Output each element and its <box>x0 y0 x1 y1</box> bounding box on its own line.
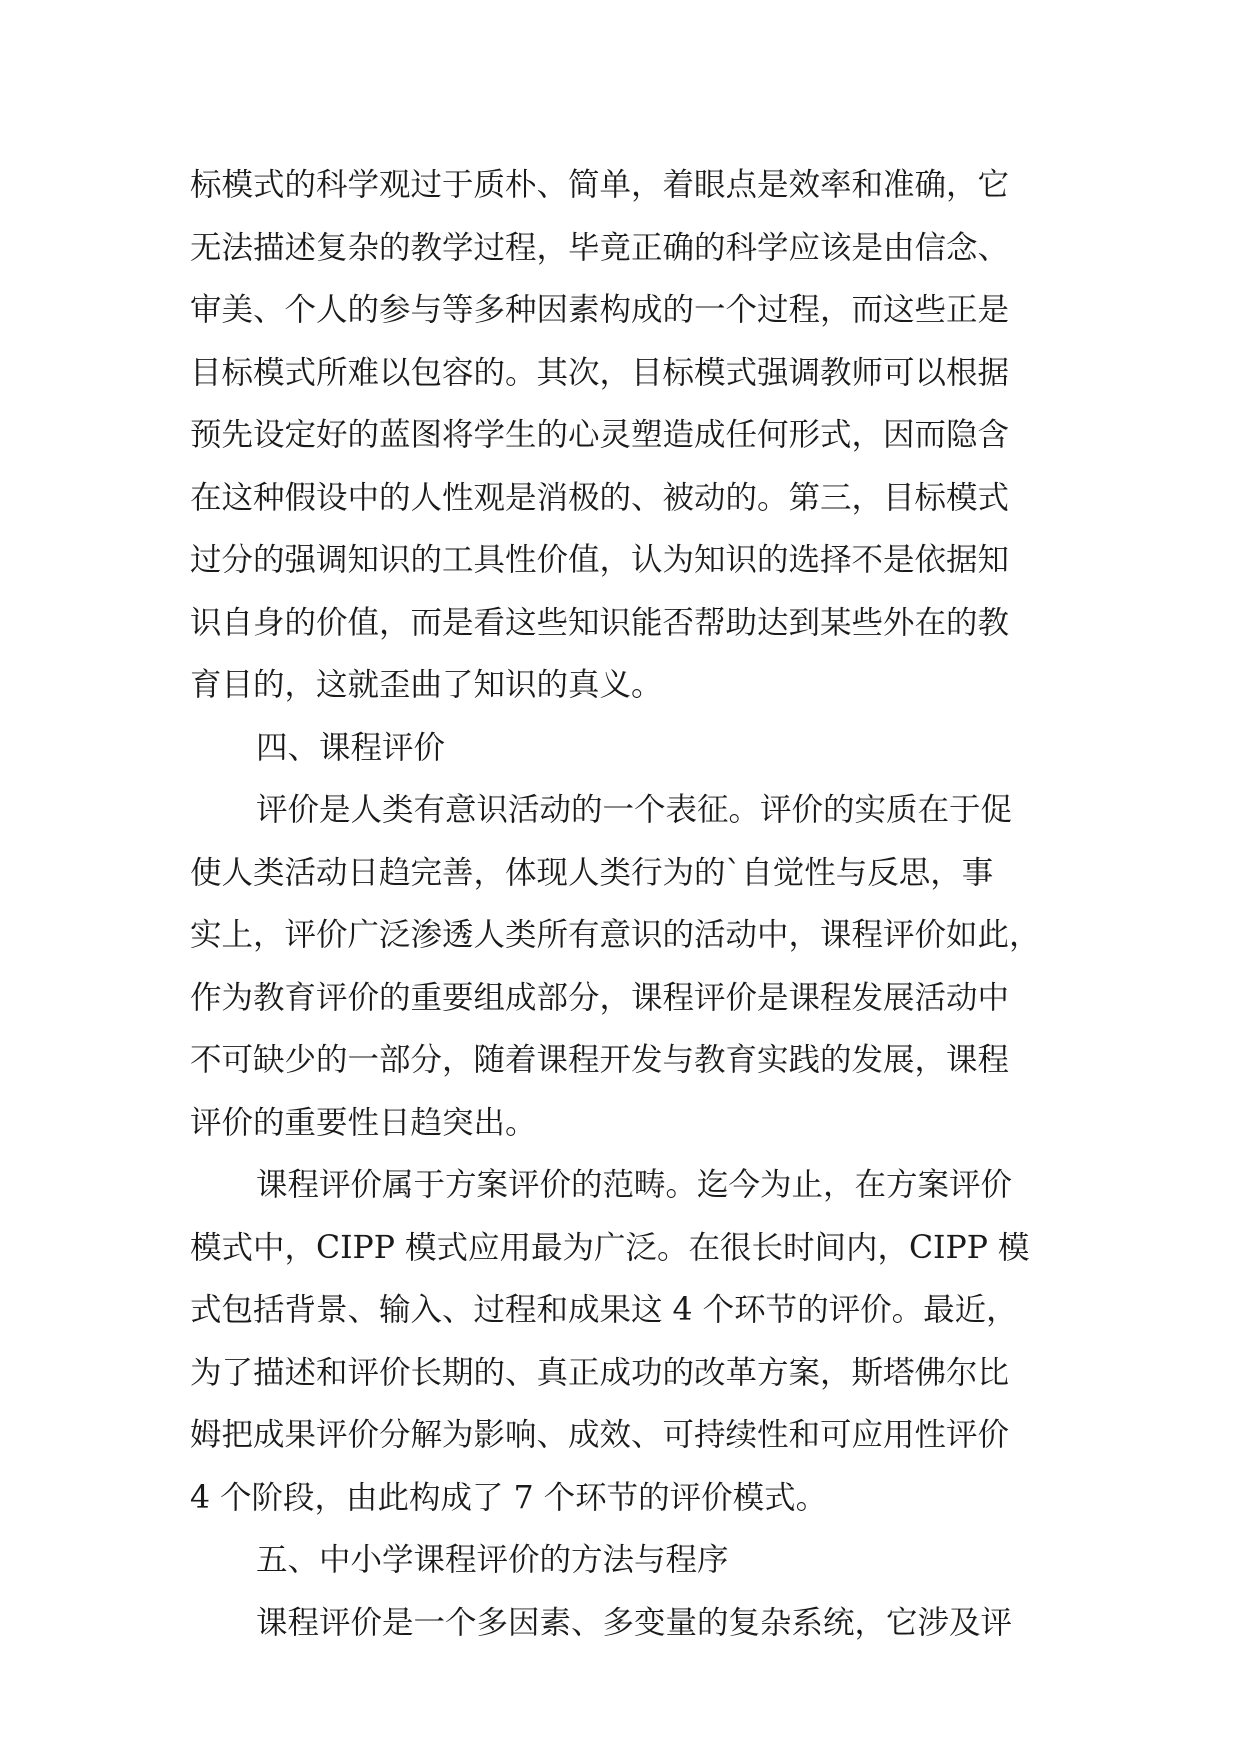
text-line: 目标模式所难以包容的。其次，目标模式强调教师可以根据 <box>190 354 1010 391</box>
text-line: 标模式的科学观过于质朴、简单，着眼点是效率和准确，它 <box>190 167 1010 203</box>
text-line: 五、中小学课程评价的方法与程序 <box>256 1542 729 1578</box>
text-line: 预先设定好的蓝图将学生的心灵塑造成任何形式，因而隐含 <box>190 417 1010 453</box>
text-line: 4 个阶段，由此构成了 7 个环节的评价模式。 <box>190 1479 828 1516</box>
text-line: 过分的强调知识的工具性价值，认为知识的选择不是依据知 <box>190 542 1010 578</box>
text-line: 实上，评价广泛渗透人类所有意识的活动中，课程评价如此， <box>190 917 1041 953</box>
text-line: 评价的重要性日趋突出。 <box>190 1104 537 1141</box>
text-line: 无法描述复杂的教学过程，毕竟正确的科学应该是由信念、 <box>190 229 1010 266</box>
text-line: 四、课程评价 <box>256 729 446 766</box>
text-line: 为了描述和评价长期的、真正成功的改革方案，斯塔佛尔比 <box>190 1354 1010 1391</box>
text-line: 在这种假设中的人性观是消极的、被动的。第三，目标模式 <box>190 479 1010 516</box>
text-line: 式包括背景、输入、过程和成果这 4 个环节的评价。最近， <box>190 1292 1018 1328</box>
body-text <box>190 154 1090 1654</box>
text-line: 育目的，这就歪曲了知识的真义。 <box>190 667 663 703</box>
text-line: 模式中，CIPP 模式应用最为广泛。在很长时间内，CIPP 模 <box>190 1229 1030 1266</box>
text-line: 不可缺少的一部分，随着课程开发与教育实践的发展，课程 <box>190 1042 1010 1078</box>
text-line: 使人类活动日趋完善，体现人类行为的`自觉性与反思，事 <box>190 854 994 891</box>
text-line: 审美、个人的参与等多种因素构成的一个过程，而这些正是 <box>190 292 1010 328</box>
text-line: 识自身的价值，而是看这些知识能否帮助达到某些外在的教 <box>190 604 1010 641</box>
text-line: 课程评价是一个多因素、多变量的复杂系统，它涉及评 <box>256 1604 1013 1641</box>
text-line: 作为教育评价的重要组成部分，课程评价是课程发展活动中 <box>190 979 1010 1016</box>
text-line: 课程评价属于方案评价的范畴。迄今为止，在方案评价 <box>256 1167 1013 1203</box>
text-line: 评价是人类有意识活动的一个表征。评价的实质在于促 <box>256 792 1013 828</box>
text-line: 姆把成果评价分解为影响、成效、可持续性和可应用性评价 <box>190 1417 1010 1453</box>
